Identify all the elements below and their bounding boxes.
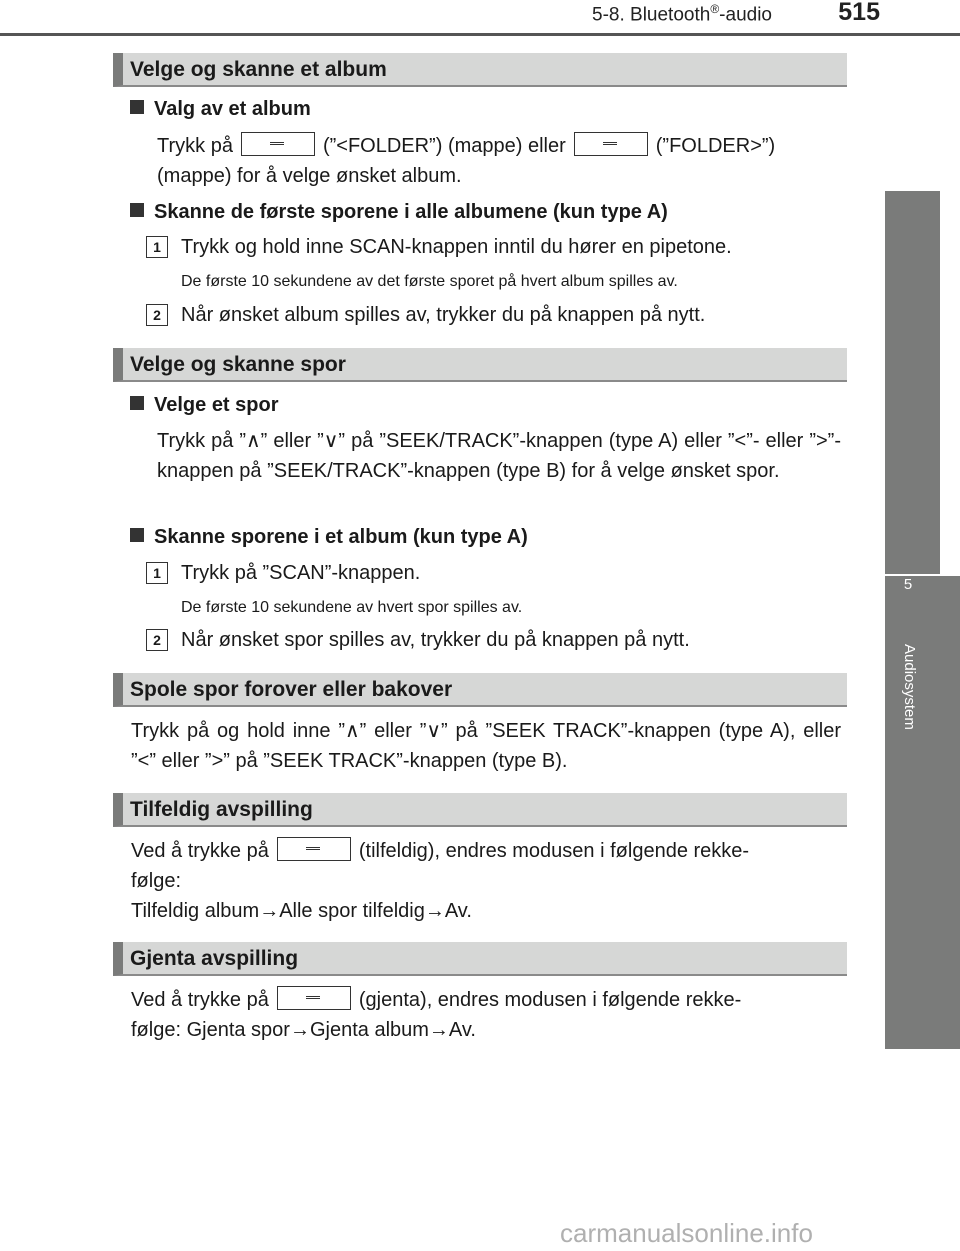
subheading-scan-tracks: Skanne sporene i et album (kun type A)	[130, 526, 528, 549]
paragraph-seek: Trykk på og hold inne ”∧” eller ”∨” på ”SEEK TRACK”-knappen (type A), eller ”<” eller ”>” på ”SEEK TRACK”-knappen (type B).	[131, 720, 841, 772]
chapter-tab-divider	[885, 574, 960, 576]
paragraph-repeat: Ved å trykke på (gjenta), endres modusen i følgende rekke- følge: Gjenta spor→Gjenta album→Av.	[131, 985, 841, 1045]
step-text: Når ønsket album spilles av, trykker du på knappen på nytt.	[181, 304, 706, 326]
chapter-tab-notch	[940, 191, 960, 574]
bullet-square-icon	[130, 203, 144, 217]
section-header-track: Velge og skanne spor	[113, 348, 847, 382]
subheading-select-album: Valg av et album	[130, 98, 311, 121]
section-header-random: Tilfeldig avspilling	[113, 793, 847, 827]
chapter-number: 5	[903, 576, 913, 593]
folder-down-button-icon	[241, 132, 315, 156]
page-number: 515	[838, 0, 880, 26]
folder-up-button-icon	[574, 132, 648, 156]
step-text: Når ønsket spor spilles av, trykker du på knappen på nytt.	[181, 629, 690, 651]
step-number: 2	[146, 304, 168, 326]
section-header-album: Velge og skanne et album	[113, 53, 847, 87]
chapter-number-block	[885, 191, 940, 574]
step-number: 1	[146, 236, 168, 258]
step-number: 1	[146, 562, 168, 584]
subheading-select-track: Velge et spor	[130, 394, 279, 417]
header-section-title: 5-8. Bluetooth®-audio	[592, 2, 772, 26]
bullet-square-icon	[130, 528, 144, 542]
subheading-scan-albums: Skanne de første sporene i alle albumene (kun type A)	[130, 201, 668, 224]
paragraph-select-track: Trykk på ”∧” eller ”∨” på ”SEEK/TRACK”-knappen (type A) eller ”<”- eller ”>”-knappen på ”SEEK/TRACK”-knappen (type B) for å velge ønsket spor.	[157, 430, 841, 482]
step-note: De første 10 sekundene av hvert spor spilles av.	[181, 599, 523, 616]
random-button-icon	[277, 837, 351, 861]
step-number: 2	[146, 629, 168, 651]
repeat-button-icon	[277, 986, 351, 1010]
paragraph-select-album: Trykk på (”<FOLDER”) (mappe) eller (”FOLDER>”) (mappe) for å velge ønsket album.	[157, 131, 841, 191]
section-header-seek: Spole spor forover eller bakover	[113, 673, 847, 707]
bullet-square-icon	[130, 100, 144, 114]
step-note: De første 10 sekundene av det første sporet på hvert album spilles av.	[181, 273, 678, 290]
chapter-label: Audiosystem	[901, 644, 918, 730]
section-header-repeat: Gjenta avspilling	[113, 942, 847, 976]
watermark: carmanualsonline.info	[560, 1218, 813, 1248]
step-text: Trykk på ”SCAN”-knappen.	[181, 562, 421, 584]
bullet-square-icon	[130, 396, 144, 410]
header-rule	[0, 33, 960, 36]
step-text: Trykk og hold inne SCAN-knappen inntil du hører en pipetone.	[181, 236, 732, 258]
paragraph-random: Ved å trykke på (tilfeldig), endres modusen i følgende rekke- følge: Tilfeldig album→Alle spor tilfeldig→Av.	[131, 836, 841, 926]
